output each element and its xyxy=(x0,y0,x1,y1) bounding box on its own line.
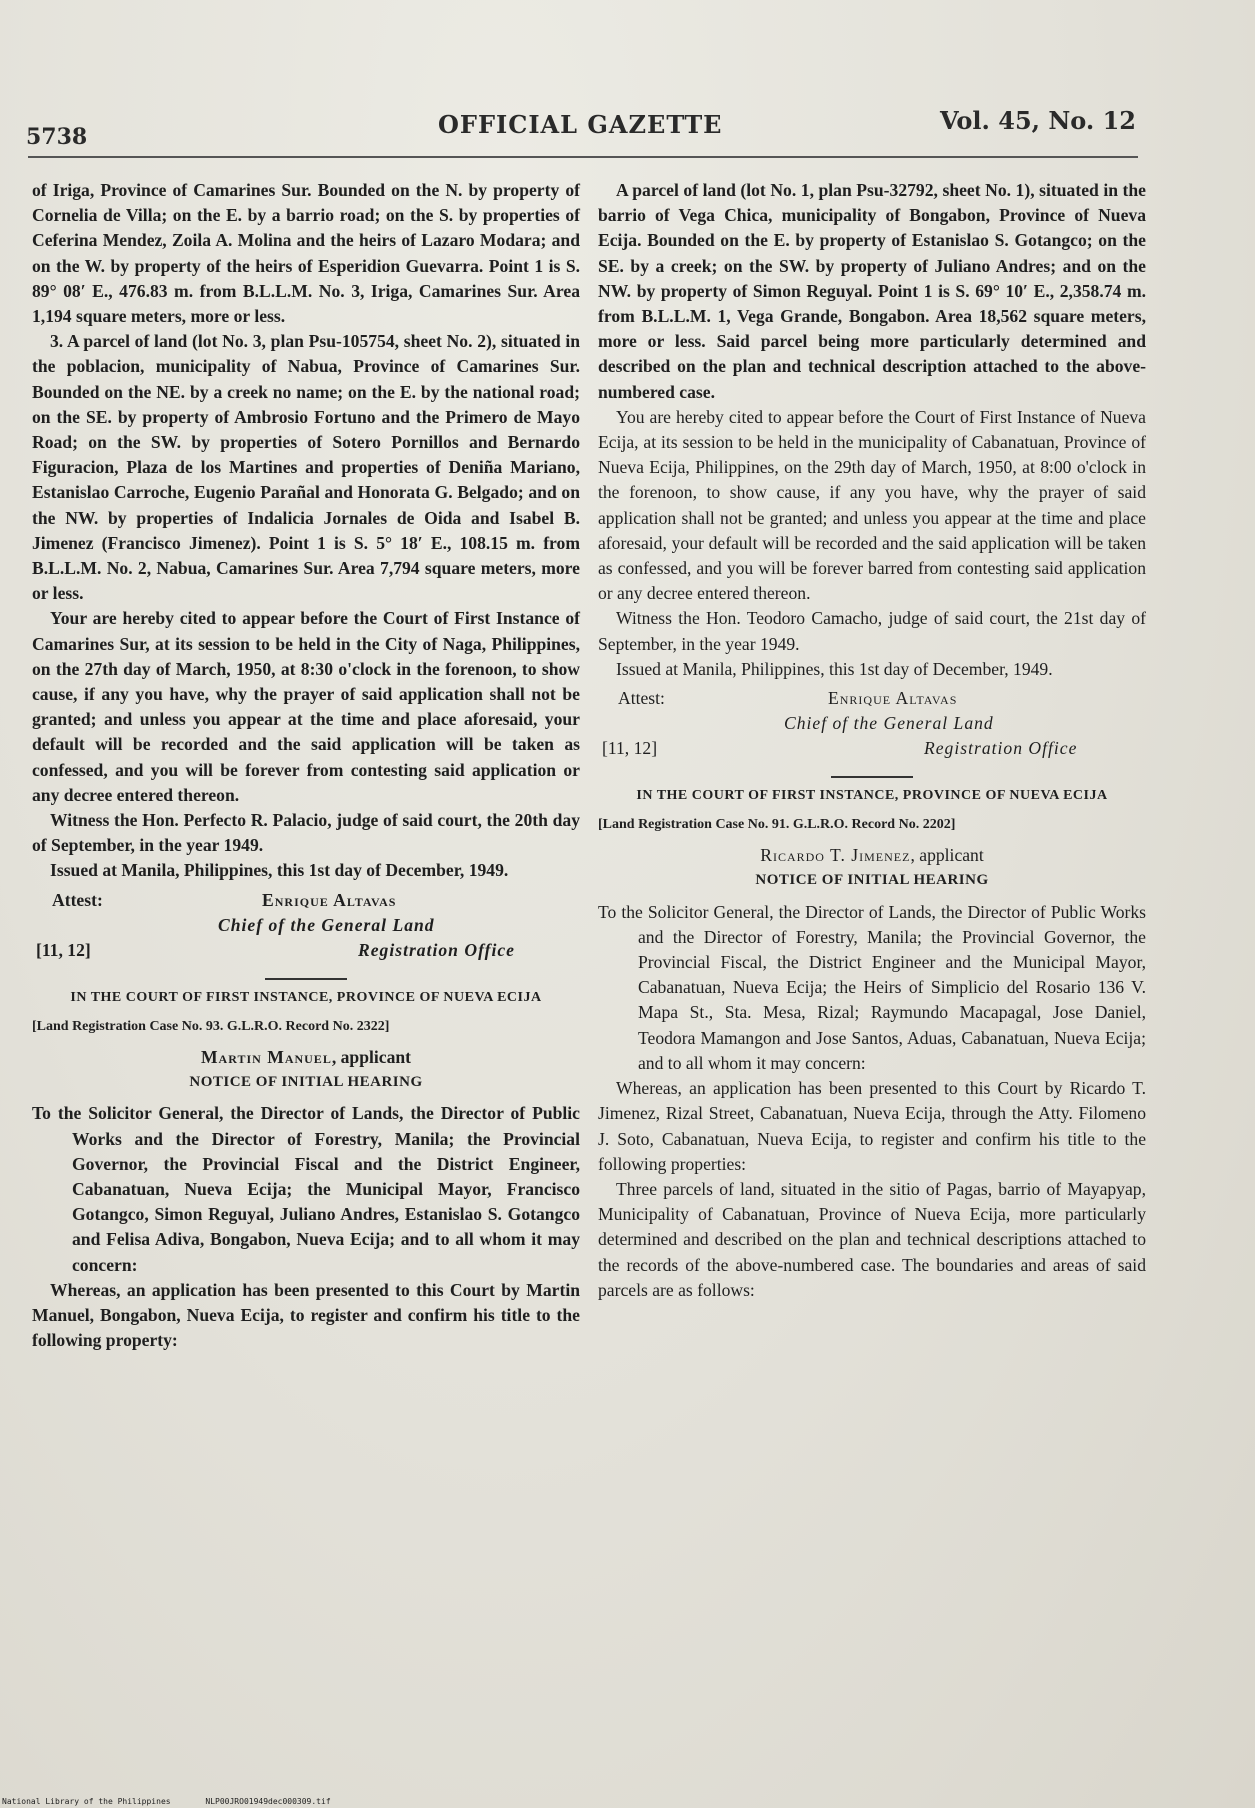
scan-footer xyxy=(2,1797,361,1806)
paragraph: Issued at Manila, Philippines, this 1st day of December, 1949. xyxy=(50,860,509,881)
left-column xyxy=(32,178,580,1353)
right-column xyxy=(598,178,1146,1303)
paragraph: Witness the Hon. Teodoro Camacho, judge of said court, the 21st day of September, in the year 1949. xyxy=(598,608,1146,654)
issue-reference: [11, 12] xyxy=(602,738,658,759)
applicant-suffix: , applicant xyxy=(910,845,984,866)
applicant-suffix: , applicant xyxy=(331,1046,412,1067)
paragraph: Your are hereby cited to appear before the Court of First Instance of Camarines Sur, at its session to be held in the City of Naga, Philippines, on the 27th day of March, 1950, at 8:30 o'clock in the forenoon, to show cause, if any you have, why the prayer of said application shall not be granted; and unless you appear at the time and place aforesaid, your default will be recorded and the said application will be taken as confessed, and you will be forever from contesting said application or any decree entered thereon. xyxy=(32,608,580,805)
attest-name: Enrique Altavas xyxy=(262,889,397,910)
applicant-name: Martin Manuel xyxy=(200,1046,332,1067)
notice-heading: NOTICE OF INITIAL HEARING xyxy=(189,1074,423,1091)
applicant-line xyxy=(32,1045,580,1070)
paragraph: Three parcels of land, situated in the sitio of Pagas, barrio of Mayapyap, Municipality of Cabanatuan, Province of Nueva Ecija, more particularly determined and described on the plan and technical descriptions attached to the records of the above-numbered case. The boundaries and areas of said parcels are as follows: xyxy=(598,1178,1146,1300)
page-number: 5738 xyxy=(26,124,88,150)
paragraph: Witness the Hon. Perfecto R. Palacio, judge of said court, the 20th day of September, in the year 1949. xyxy=(32,810,580,856)
attest-title: Chief of the General Land xyxy=(218,914,435,935)
header-rule xyxy=(28,156,1138,158)
attest-title: Chief of the General Land xyxy=(784,713,994,734)
paragraph: Issued at Manila, Philippines, this 1st day of December, 1949. xyxy=(616,658,1053,679)
library-credit: National Library of the Philippines xyxy=(2,1797,171,1806)
applicant-name: Ricardo T. Jimenez xyxy=(760,845,911,866)
attest-label: Attest: xyxy=(52,889,103,910)
issue-reference: [11, 12] xyxy=(36,939,91,960)
volume-number: Vol. 45, No. 12 xyxy=(940,106,1136,135)
attestation-block xyxy=(598,686,1146,766)
attestation-block xyxy=(32,888,580,968)
case-reference: [Land Registration Case No. 93. G.L.R.O. Record No. 2322] xyxy=(32,1018,390,1034)
court-heading: IN THE COURT OF FIRST INSTANCE, PROVINCE OF NUEVA ECIJA xyxy=(636,788,1108,804)
court-heading: IN THE COURT OF FIRST INSTANCE, PROVINCE OF NUEVA ECIJA xyxy=(70,989,542,1005)
attest-office: Registration Office xyxy=(924,738,1078,759)
address-paragraph: To the Solicitor General, the Director of Lands, the Director of Public Works and the Director of Forestry, Manila; the Provincial Governor, the Provincial Fiscal, the District Engineer and the Municipal Mayor, Cabanatuan, Nueva Ecija; the Heirs of Simplicio del Rosario 136 V. Mapa St., Sta. Mesa, Rizal; Raymundo Macapagal, Jose Daniel, Teodora Mamangon and Jose Santos, Aduas, Cabanatuan, Nueva Ecija; and to all whom it may concern: xyxy=(598,901,1146,1073)
paragraph: Whereas, an application has been presented to this Court by Ricardo T. Jimenez, Rizal Street, Cabanatuan, Nueva Ecija, through the Atty. Filomeno J. Soto, Cabanatuan, Nueva Ecija, to register and confirm his title to the following properties: xyxy=(598,1078,1146,1174)
attest-name: Enrique Altavas xyxy=(828,688,958,709)
section-divider xyxy=(831,776,913,778)
scan-filename: NLP00JRO01949dec000309.tif xyxy=(205,1797,331,1806)
address-paragraph: To the Solicitor General, the Director of Lands, the Director of Public Works and the Director of Forestry, Manila; the Provincial Governor, the Provincial Fiscal and the District Engineer, Cabanatuan, Nueva Ecija; the Municipal Mayor, Francisco Gotangco, Simon Reguyal, Juliano Andres, Estanislao S. Gotangco and Felisa Adiva, Bongabon, Nueva Ecija; and to all whom it may concern: xyxy=(32,1103,580,1275)
notice-heading: NOTICE OF INITIAL HEARING xyxy=(755,872,989,889)
attest-label: Attest: xyxy=(618,688,665,709)
paragraph: A parcel of land (lot No. 1, plan Psu-32792, sheet No. 1), situated in the barrio of Vega Chica, municipality of Bongabon, Province of Nueva Ecija. Bounded on the E. by property of Estanislao S. Gotangco; on the SE. by a creek; on the SW. by property of Juliano Andres; and on the NW. by property of Simon Reguyal. Point 1 is S. 69° 10′ E., 2,358.74 m. from B.L.L.M. 1, Vega Grande, Bongabon. Area 18,562 square meters, more or less. Said parcel being more particularly determined and described on the plan and technical description attached to the above-numbered case. xyxy=(598,180,1146,402)
attest-office: Registration Office xyxy=(358,939,515,960)
paragraph: You are hereby cited to appear before the Court of First Instance of Nueva Ecija, at its session to be held in the municipality of Cabanatuan, Province of Nueva Ecija, Philippines, on the 29th day of March, 1950, at 8:00 o'clock in the forenoon, to show cause, if any you have, why the prayer of said application shall not be granted; and unless you appear at the time and place aforesaid, your default will be recorded and the said application will be taken as confessed, and you will be forever barred from contesting said application or any decree entered thereon. xyxy=(598,406,1146,604)
applicant-line xyxy=(598,843,1146,868)
paragraph: Whereas, an application has been presented to this Court by Martin Manuel, Bongabon, Nueva Ecija, to register and confirm his title to the following property: xyxy=(32,1279,580,1351)
paragraph: of Iriga, Province of Camarines Sur. Bounded on the N. by property of Cornelia de Villa; on the E. by a barrio road; on the S. by properties of Ceferina Mendez, Zoila A. Molina and the heirs of Lazaro Modara; and on the W. by property of the heirs of Esperidion Guevarra. Point 1 is S. 89° 08′ E., 476.83 m. from B.L.L.M. No. 3, Iriga, Camarines Sur. Area 1,194 square meters, more or less. xyxy=(32,180,580,327)
bold-section xyxy=(598,178,1146,405)
case-reference: [Land Registration Case No. 91. G.L.R.O. Record No. 2202] xyxy=(598,817,956,833)
paragraph: 3. A parcel of land (lot No. 3, plan Psu-105754, sheet No. 2), situated in the poblacion, municipality of Nabua, Province of Camarines Sur. Bounded on the NE. by a creek no name; on the E. by the national road; on the SE. by property of Ambrosio Fortuno and the Primero de Mayo Road; on the SW. by properties of Sotero Pornillos and Bernardo Figuracion, Plaza de los Martines and properties of Deniña Mariano, Estanislao Carroche, Eugenio Parañal and Honorata G. Belgado; and on the NW. by properties of Indalicia Jornales de Oida and Isabel B. Jimenez (Francisco Jimenez). Point 1 is S. 5° 18′ E., 108.15 m. from B.L.L.M. No. 2, Nabua, Camarines Sur. Area 7,794 square meters, more or less. xyxy=(32,331,580,604)
section-divider xyxy=(265,978,347,980)
publication-title: OFFICIAL GAZETTE xyxy=(438,110,723,139)
